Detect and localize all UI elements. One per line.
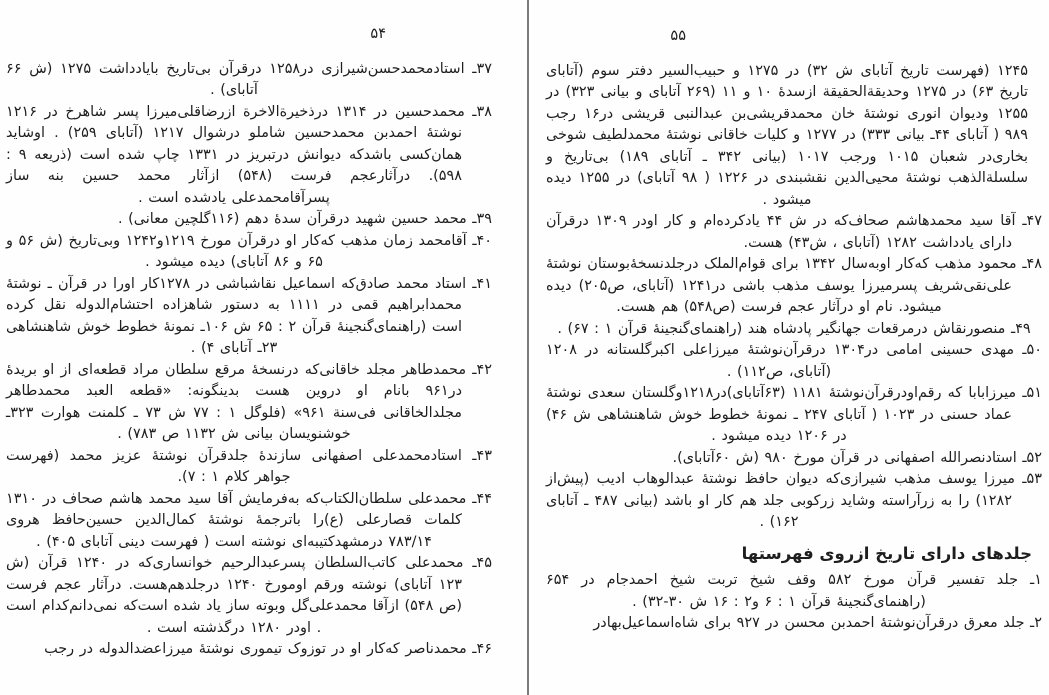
catalog-entry-44: ۴۴ـ محمدعلی سلطان‌الکتاب‌که به‌فرمایش آقا سید محمد هاشم صحاف در ۱۳۱۰ کلمات قصارعلی (ع)را باترجمهٔ نوشتهٔ کمال‌الدین حسین‌حافظ هروی ۷۸۳/۱۴ درمشهدکتیبه‌ای نوشته است ( فهرست دینی آتابای ۴۰۵) . — [6, 490, 492, 550]
catalog-entry-46: ۴۶ـ محمدناصر که‌کار او در توزوک تیموری نوشتهٔ میرزاعضدالدوله در رجب — [44, 641, 492, 657]
catalog-entry-48: ۴۸ـ محمود مذهب که‌کار اوبه‌سال ۱۳۴۲ برای قوام‌الملک درجلدنسخهٔ‌بوستان نوشتهٔ علی‌نقی‌شریف پسرمیرزا یوسف مذهب باشی در۱۲۴۱ (آتابای، ص۲۰۵) دیده میشود. نام او درآثار عجم فرست (ص۵۴۸) هم هست. — [546, 256, 1043, 315]
catalog-entry-41: ۴۱ـ استاد محمد صادق‌که اسماعیل نقاشباشی در ۱۲۷۸کار اورا در قرآن ـ نوشتهٔ محمدابراهیم قمی در ۱۱۱۱ به دستور شاهزاده احتشام‌الدوله نقل کرده است (راهنمای‌گنجینهٔ قرآن ۲ : ۶۵ ش ۱۰۶ـ نمونهٔ خطوط خوش شاهنشاهی ۲۳ـ آتابای ۴) . — [6, 275, 492, 356]
page-number-right: ۵۵ — [670, 28, 686, 44]
catalog-entry-43: ۴۳ـ استادمحمدعلی اصفهانی سازندهٔ جلدقرآن نوشتهٔ عزیز محمد (فهرست جواهر کلام ۱ : ۷). — [6, 447, 492, 485]
page-gutter-divider — [527, 0, 529, 695]
catalog-entry-47: ۴۷ـ آقا سید محمدهاشم صحاف‌که در ش ۴۴ یادکرده‌ام و کار اودر ۱۳۰۹ درقرآن دارای یادداشت ۱۲۸۲ (آتابای ، ش۴۳) هست. — [546, 213, 1043, 251]
page-number-left: ۵۴ — [370, 26, 386, 42]
catalog-entry-46-continuation: ۱۲۴۵ (فهرست تاریخ آتابای ش ۳۲) در ۱۲۷۵ و حبیب‌السیر دفتر سوم (آتابای تاریخ ۶۳) در ۱۲۷۵ وحدیقةالحقیقة ازسدهٔ ۱۰ و ۱۱ (۲۶۹ آتابای و بیانی ۳۲۳) در ۱۲۵۵ ودیوان انوری نوشتهٔ خان محمدقریشی‌بن عبدالنبی قریشی در۱۶ رجب ۹۸۹ ( آتابای ۴۴ـ بیانی ۳۳۳) در ۱۲۷۷ و کلیات خاقانی نوشتهٔ محمدلطیف شوخی بخاری‌در شعبان ۱۰۱۵ ورجب ۱۰۱۷ (بیانی ۳۴۲ ـ آتابای ۱۸۹) بی‌تاریخ و سلسلةالذهب نوشتهٔ محیی‌الدین نقشبندی در ۱۲۲۶ ( ۹۸ آتابای) در ۱۲۵۵ دیده میشود . — [546, 62, 1029, 208]
page-54 — [6, 24, 492, 661]
catalog-entry-50: ۵۰ـ مهدی حسینی امامی در۱۳۰۴ درقرآن‌نوشتهٔ میرزاعلی اکبرگلستانه در ۱۲۰۸ (آتابای، ص۱۱۲) . — [546, 342, 1042, 380]
catalog-entry-39: ۳۹ـ محمد حسین شهید درقرآن سدهٔ دهم (۱۱۶گلچین معانی) . — [117, 211, 492, 227]
catalog-entry-38: ۳۸ـ محمدحسین در ۱۳۱۴ درذخیرةالاخرة ازرضاقلی‌میرزا پسر شاهرخ در ۱۲۱۶ نوشتهٔ احمدبن محمدحسین شاملو درشوال ۱۲۱۷ (آتابای ۲۵۹) . اوشاید همان‌کسی باشدکه دیوانش درتبریز در ۱۳۳۱ چاپ شده است (ذریعه ۹ : ۵۹۸). درآثارعجم فرست (۵۴۸) ازآثار محمد حسین بنه ساز پسرآقامحمدعلی یادشده است . — [6, 103, 492, 206]
catalog-entry-40: ۴۰ـ آقامحمد زمان مذهب که‌کار او درقرآن مورخ ۱۲۱۹و۱۲۴۲ وبی‌تاریخ (ش ۵۶ و ۶۵ و ۸۶ آتابای) دیده میشود . — [6, 232, 493, 270]
catalog-entry-49: ۴۹ـ منصورنقاش درمرقعات جهانگیر پادشاه هند (راهنمای‌گنجینهٔ قرآن ۱ : ۶۷) . — [557, 320, 1031, 337]
catalog-entry-binding-2: ۲ـ جلد معرق درقرآن‌نوشتهٔ احمدبن محسن در ۹۲۷ برای شاه‌اسماعیل‌بهادر — [593, 615, 1042, 631]
catalog-entry-52: ۵۲ـ استادنصرالله اصفهانی در قرآن مورخ ۹۸۰ (ش ۶۰آتابای). — [672, 449, 1042, 466]
catalog-entry-binding-1: ۱ـ جلد تفسیر قرآن مورخ ۵۸۲ وقف شیخ تربت شیخ احمدجام در ۶۵۴ (راهنمای‌گنجینهٔ قرآن ۱ : ۶ و۲ : ۱۶ ش ۳۰-۳۲) . — [546, 572, 1042, 610]
page-55 — [546, 26, 1042, 635]
catalog-entry-45: ۴۵ـ محمدعلی کاتب‌السلطان پسرعبدالرحیم خوانساری‌که در ۱۲۴۰ قرآن (ش ۱۲۳ آتابای) نوشته ورقم اومورخ ۱۲۴۰ درجلدهم‌هست. درآثار عجم فرست (ص ۵۴۸) ازآقا محمدعلی‌گل وبوته ساز یاد شده است‌که نمی‌دانم‌کدام است . اودر ۱۲۸۰ درگذشته است . — [6, 555, 492, 636]
catalog-entry-37: ۳۷ـ استادمحمدحسن‌شیرازی در۱۲۵۸ درقرآن بی‌تاریخ بایادداشت ۱۲۷۵ (ش ۶۶ آتابای) . — [6, 60, 492, 98]
catalog-entry-42: ۴۲ـ محمدطاهر مجلد خاقانی‌که درنسخهٔ مرقع سلطان مراد قطعه‌ای از او بریدهٔ در۹۶۱ بانام او دروین هست بدینگونه: «قطعه العبد محمدطاهر مجلدالخاقانی فی‌سنة ۹۶۱» (فلوگل ۱ : ۷۷ ش ۷۳ ـ کلمنت هوارت ۳۲۳ـ خوشنویسان بیانی ش ۱۱۳۲ ص ۷۸۳) . — [6, 361, 492, 442]
catalog-entry-53: ۵۳ـ میرزا یوسف مذهب شیرازی‌که دیوان حافظ نوشتهٔ عبدالوهاب ادیب (پیش‌از ۱۲۸۲) را به زرآراسته وشاید زرکوبی جلد هم کار او باشد (بیانی ۴۸۷ ـ آتابای ۱۶۲) . — [546, 471, 1042, 530]
catalog-entry-51: ۵۱ـ میرزابابا که رقم‌اودرقرآن‌نوشتهٔ ۱۱۸۱ (۶۳آتابای)در۱۲۱۸وگلستان سعدی نوشتهٔ عماد حسنی در ۱۰۲۳ ( آتابای ۲۴۷ ـ نمونهٔ خطوط خوش شاهنشاهی ش ۴۶) در ۱۲۰۶ دیده میشود . — [546, 385, 1043, 444]
section-heading-dated-bindings: جلدهای دارای تاریخ ازروی فهرستها — [741, 543, 1032, 563]
